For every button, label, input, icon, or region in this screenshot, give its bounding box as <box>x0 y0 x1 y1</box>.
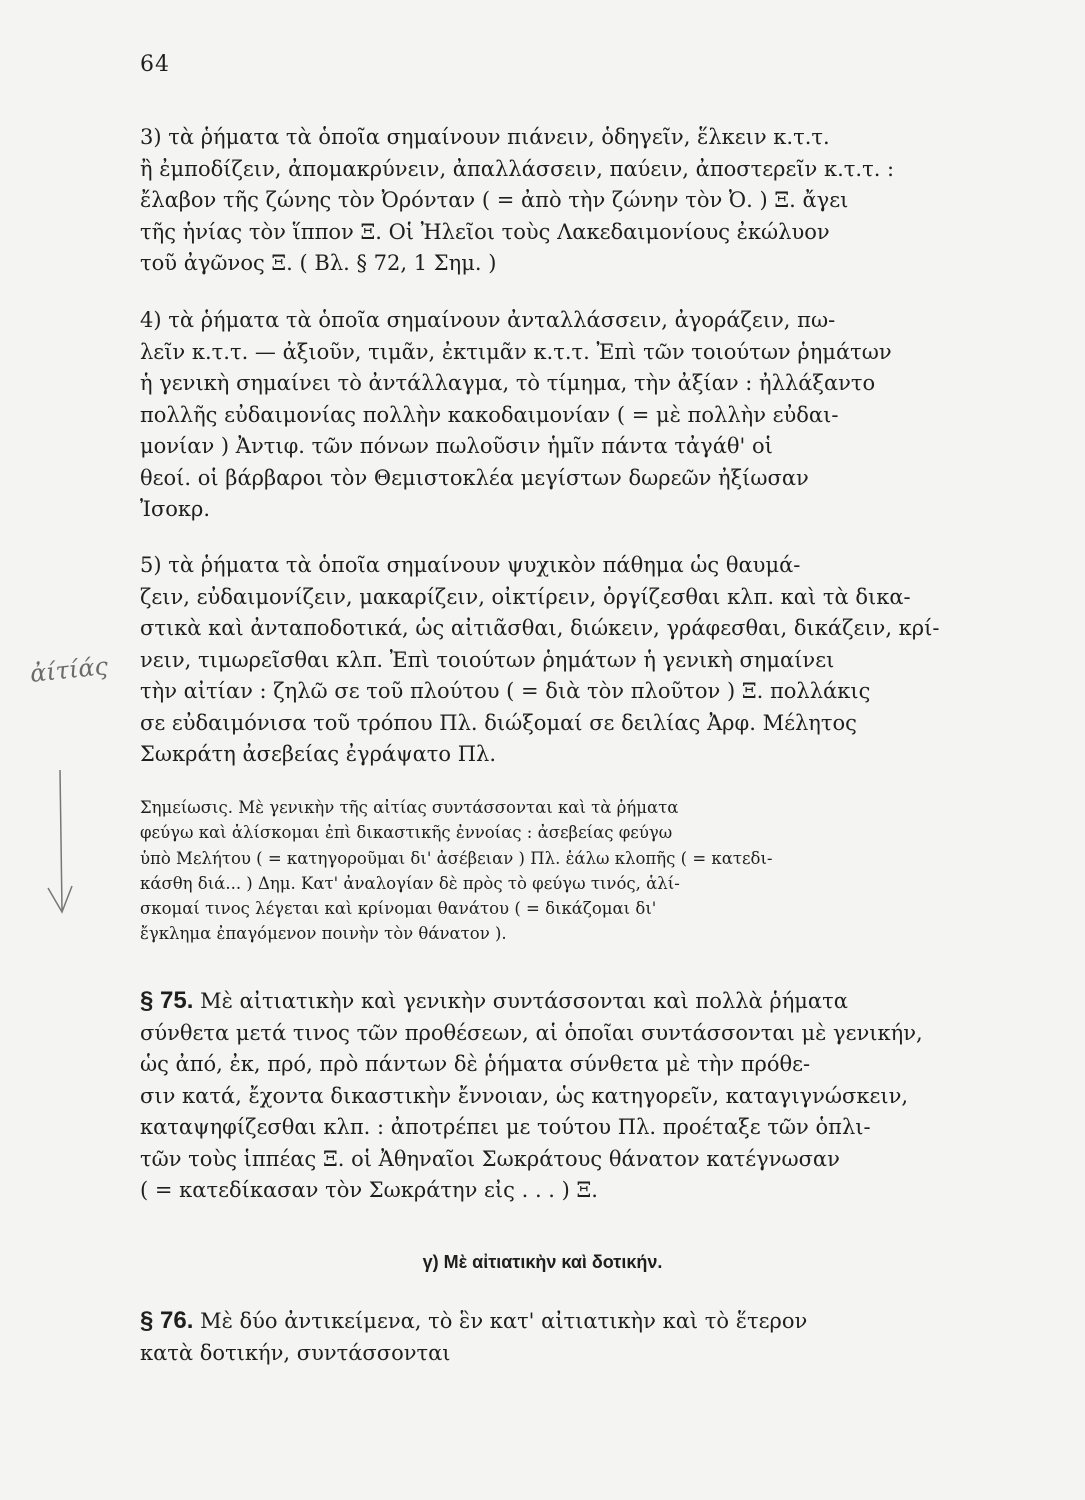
text-line: ἢ ἐμποδίζειν, ἀπομακρύνειν, ἀπαλλάσσειν, παύειν, ἀποστερεῖν κ.τ.τ. : <box>140 156 895 181</box>
handwritten-margin-note: ἀίτίάς <box>28 652 110 688</box>
note-line: ὑπὸ Μελήτου ( = κατηγοροῦμαι δι' ἀσέβειαν ) Πλ. ἑάλω κλοπῆς ( = κατεδι- <box>140 848 773 868</box>
page-number: 64 <box>140 52 170 77</box>
paragraph-4 <box>140 305 978 526</box>
note-line: Σημείωσις. Μὲ γενικὴν τῆς αἰτίας συντάσσονται καὶ τὰ ῥήματα <box>140 798 679 817</box>
text-line: τὴν αἰτίαν : ζηλῶ σε τοῦ πλούτου ( = διὰ τὸν πλοῦτον ) Ξ. πολλάκις <box>140 679 871 703</box>
text-line: στικὰ καὶ ἀνταποδοτικά, ὡς αἰτιᾶσθαι, διώκειν, γράφεσθαι, δικάζειν, κρί- <box>140 616 940 640</box>
text-line: τῶν τοὺς ἱππέας Ξ. οἱ Ἀθηναῖοι Σωκράτους θάνατον κατέγνωσαν <box>140 1146 840 1171</box>
subheading: γ) Μὲ αἰτιατικὴν καὶ δοτικήν. <box>422 1252 663 1272</box>
text-line: θεοί. οἱ βάρβαροι τὸν Θεμιστοκλέα μεγίστων δωρεῶν ἠξίωσαν <box>140 465 809 490</box>
text-line: σιν κατά, ἔχοντα δικαστικὴν ἔννοιαν, ὡς κατηγορεῖν, καταγιγνώσκειν, <box>140 1083 909 1108</box>
text-line: κατὰ δοτικήν, συντάσσονται <box>140 1340 451 1365</box>
text-line: ( = κατεδίκασαν τὸν Σωκράτην εἰς . . . ) Ξ. <box>140 1178 598 1202</box>
text-line: 4) τὰ ῥήματα τὰ ὁποῖα σημαίνουν ἀνταλλάσσειν, ἀγοράζειν, πω- <box>140 308 836 332</box>
text-line: Σωκράτη ἀσεβείας ἐγράψατο Πλ. <box>140 742 496 766</box>
text-line: λεῖν κ.τ.τ. — ἀξιοῦν, τιμᾶν, ἐκτιμᾶν κ.τ.τ. Ἐπὶ τῶν τοιούτων ῥημάτων <box>140 339 892 364</box>
text-line: 5) τὰ ῥήματα τὰ ὁποῖα σημαίνουν ψυχικὸν πάθημα ὡς θαυμά- <box>140 553 801 577</box>
note-line: σκομαί τινος λέγεται καὶ κρίνομαι θανάτου ( = δικάζομαι δι' <box>140 899 657 919</box>
note-line: κάσθη διά... ) Δημ. Κατ' ἀναλογίαν δὲ πρὸς τὸ φεύγω τινός, ἁλί- <box>140 873 680 893</box>
note-line: ἔγκλημα ἐπαγόμενον ποινὴν τὸν θάνατον ). <box>140 924 507 944</box>
section-75 <box>140 985 978 1207</box>
note-line: φεύγω καὶ ἁλίσκομαι ἐπὶ δικαστικῆς ἐννοίας : ἀσεβείας φεύγω <box>140 823 673 843</box>
note-block <box>140 795 978 947</box>
text-line: Ἰσοκρ. <box>140 497 211 521</box>
paragraph-3 <box>140 122 978 280</box>
text-line: τῆς ἡνίας τὸν ἵππον Ξ. Οἱ Ἠλεῖοι τοὺς Λακεδαιμονίους ἐκώλυον <box>140 219 830 244</box>
text-line: ἔλαβον τῆς ζώνης τὸν Ὀρόνταν ( = ἀπὸ τὴν ζώνην τὸν Ὀ. ) Ξ. ἄγει <box>140 188 849 212</box>
text-line: νειν, τιμωρεῖσθαι κλπ. Ἐπὶ τοιούτων ῥημάτων ἡ γενικὴ σημαίνει <box>140 647 835 672</box>
text-line: ὡς ἀπό, ἐκ, πρό, πρὸ πάντων δὲ ῥήματα σύνθετα μὲ τὴν πρόθε- <box>140 1052 811 1076</box>
text-line: ἡ γενικὴ σημαίνει τὸ ἀντάλλαγμα, τὸ τίμημα, τὴν ἀξίαν : ἠλλάξαντο <box>140 371 876 395</box>
text-line: σύνθετα μετά τινος τῶν προθέσεων, αἱ ὁποῖαι συντάσσονται μὲ γενικήν, <box>140 1020 923 1045</box>
text-line: σε εὐδαιμόνισα τοῦ τρόπου Πλ. διώξομαί σε δειλίας Ἀρφ. Μέλητος <box>140 710 857 735</box>
text-line: πολλῆς εὐδαιμονίας πολλὴν κακοδαιμονίαν ( = μὲ πολλὴν εὐδαι- <box>140 402 839 427</box>
paragraph-5 <box>140 550 978 771</box>
text-line: ζειν, εὐδαιμονίζειν, μακαρίζειν, οἰκτίρειν, ὀργίζεσθαι κλπ. καὶ τὰ δικα- <box>140 584 911 609</box>
section-76-mark: § 76. <box>140 1307 194 1334</box>
handwritten-arrow-icon <box>40 770 80 920</box>
text-line: Μὲ δύο ἀντικείμενα, τὸ ἓν κατ' αἰτιατικὴν καὶ τὸ ἕτερον <box>200 1309 808 1333</box>
text-line: τοῦ ἀγῶνος Ξ. ( Βλ. § 72, 1 Σημ. ) <box>140 251 497 275</box>
text-line: μονίαν ) Ἀντιφ. τῶν πόνων πωλοῦσιν ἡμῖν πάντα τἀγάθ' οἱ <box>140 434 773 458</box>
text-line: 3) τὰ ῥήματα τὰ ὁποῖα σημαίνουν πιάνειν, ὁδηγεῖν, ἕλκειν κ.τ.τ. <box>140 125 830 149</box>
text-line: Μὲ αἰτιατικὴν καὶ γενικὴν συντάσσονται καὶ πολλὰ ῥήματα <box>200 989 848 1013</box>
section-76 <box>140 1305 978 1369</box>
text-line: καταψηφίζεσθαι κλπ. : ἀποτρέπει με τούτου Πλ. προέταξε τῶν ὁπλι- <box>140 1115 871 1139</box>
section-75-mark: § 75. <box>140 987 194 1014</box>
